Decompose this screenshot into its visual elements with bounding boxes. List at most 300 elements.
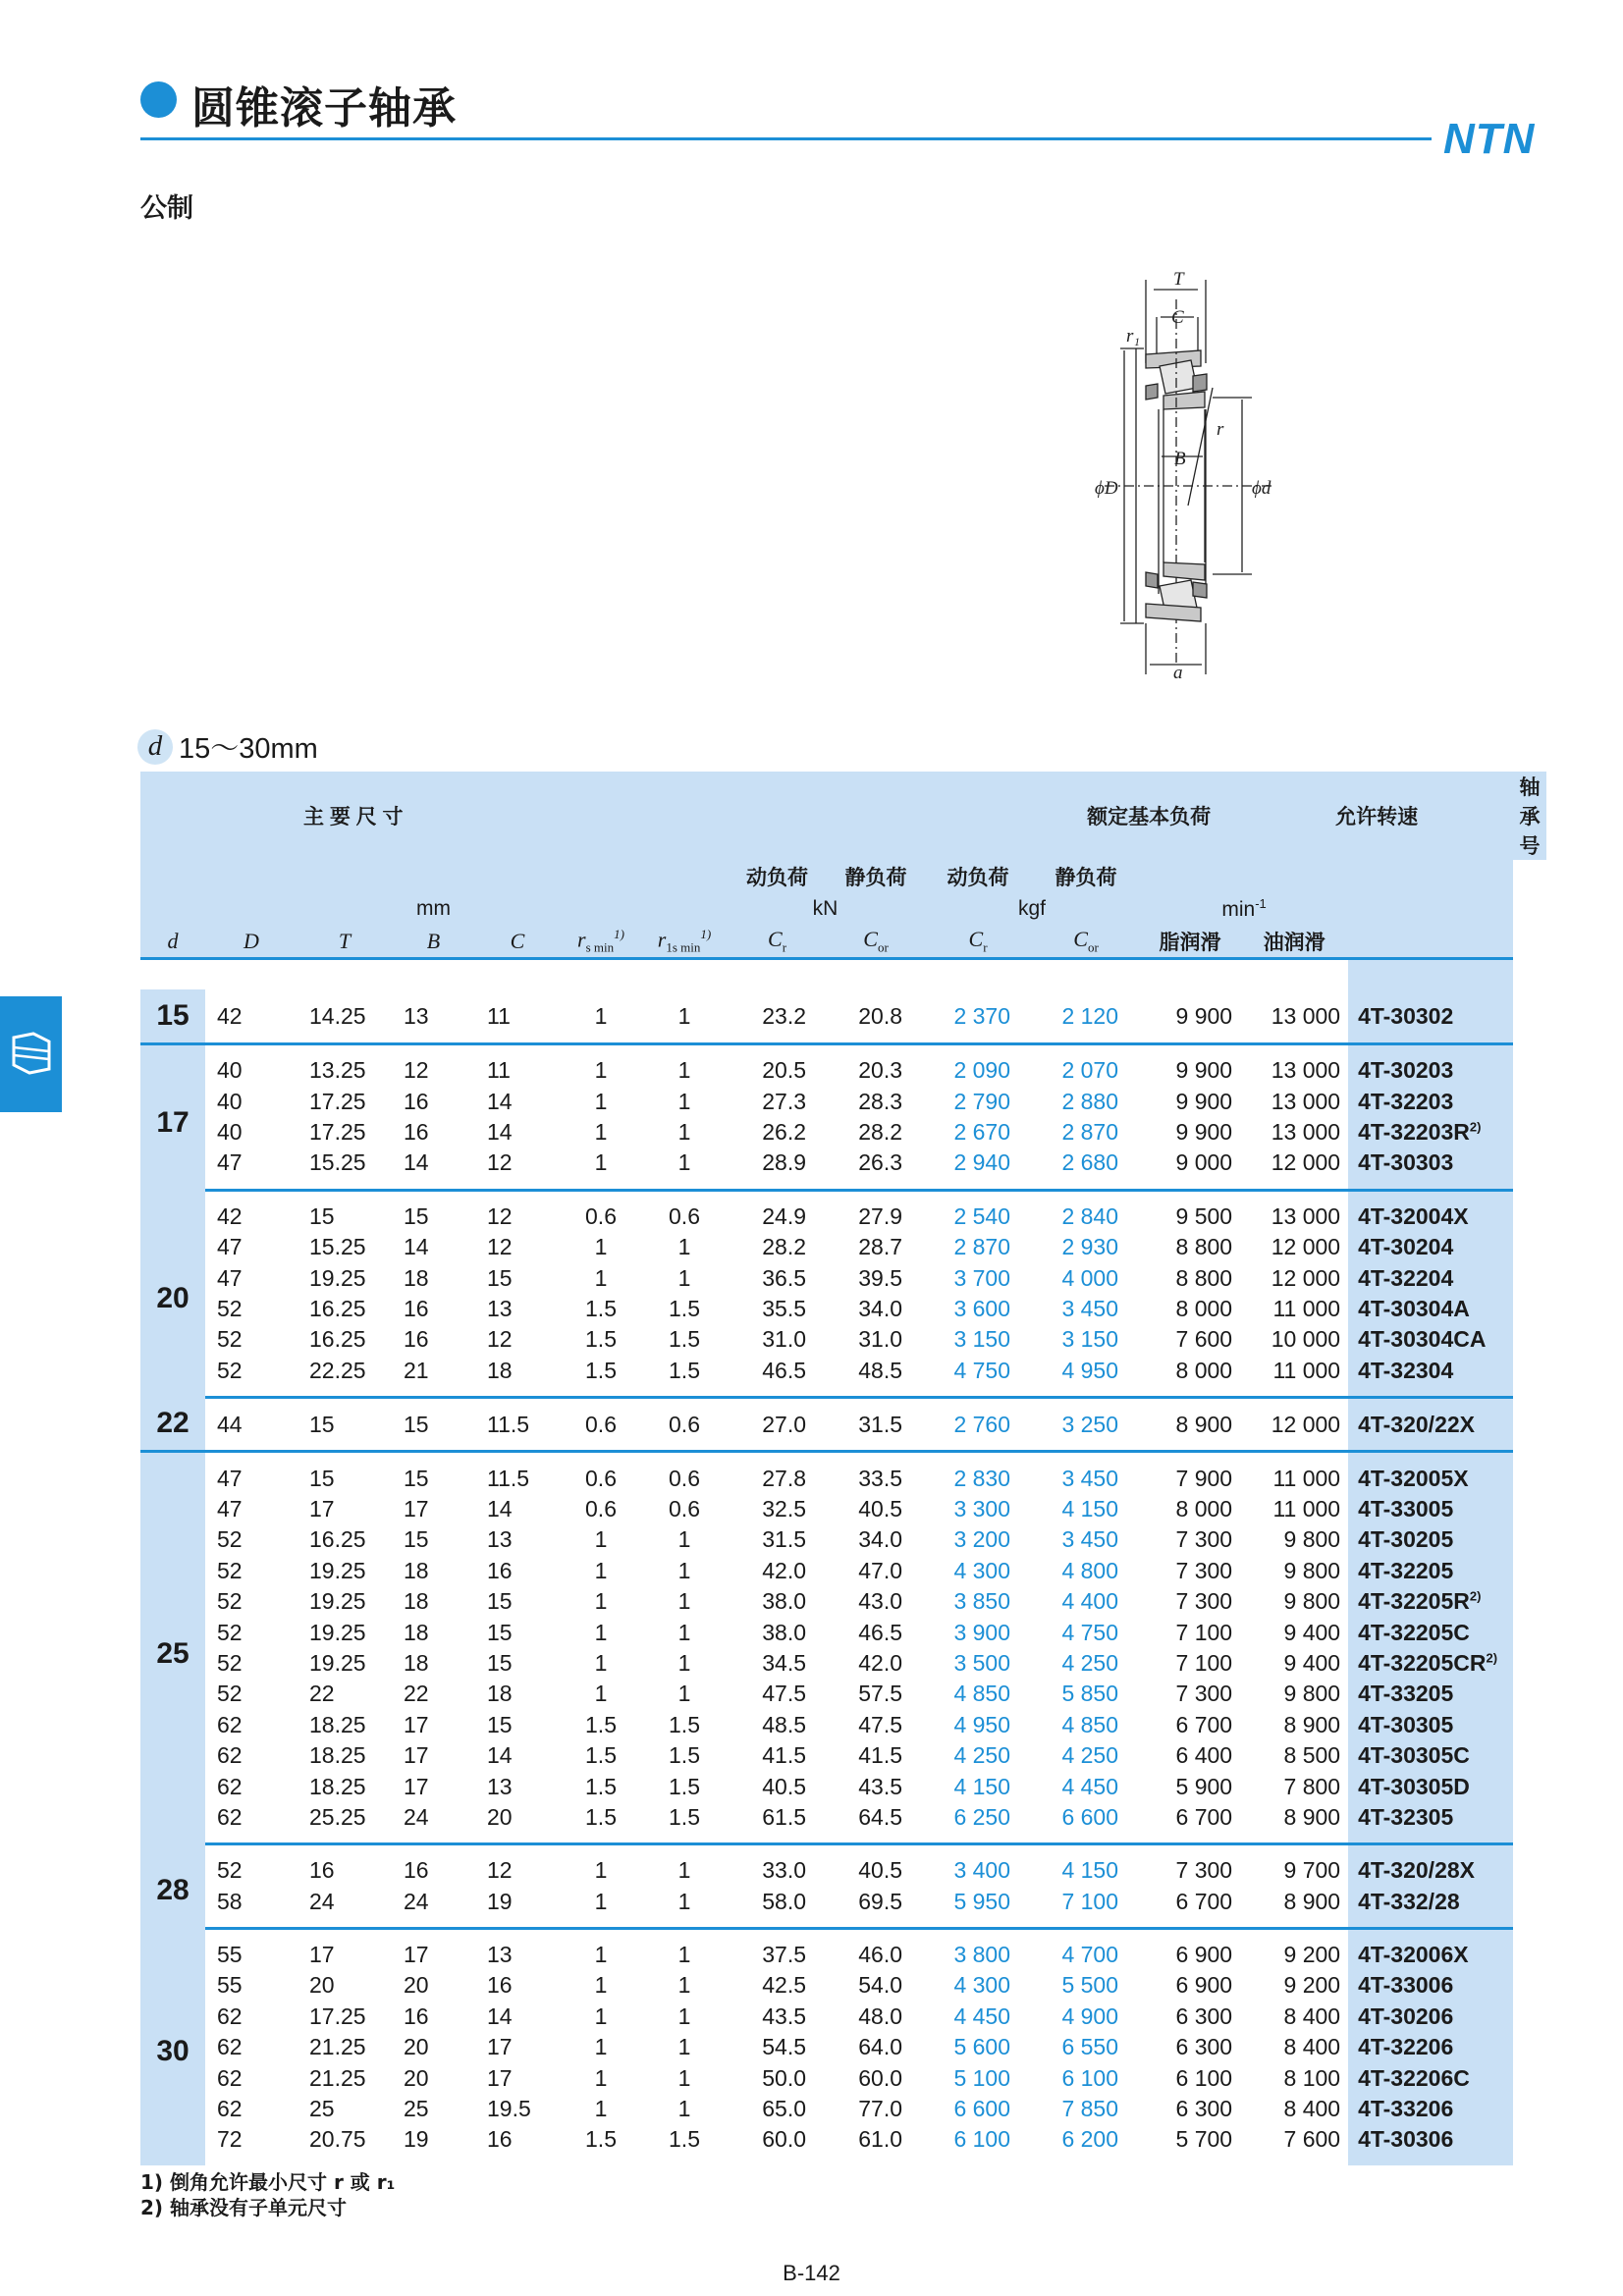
table-cell: 6 100 [953, 2126, 1011, 2153]
table-cell: 14 [487, 1088, 513, 1114]
table-cell: 12 [487, 1326, 513, 1353]
table-cell: 65.0 [762, 2096, 807, 2122]
table-cell: 11 000 [1272, 1465, 1341, 1491]
table-cell: 35.5 [762, 1295, 807, 1321]
table-cell: 39.5 [858, 1264, 903, 1291]
table-cell: 12 [487, 1202, 513, 1229]
table-cell: 18 [404, 1264, 429, 1291]
table-cell: 38.0 [762, 1619, 807, 1645]
table-cell: 13 [487, 1773, 513, 1799]
table-cell: 9 800 [1283, 1557, 1341, 1583]
table-cell: 1 [594, 1526, 608, 1553]
table-cell: 18 [404, 1588, 429, 1615]
table-cell: 20 [404, 1972, 429, 1999]
table-cell: 54.0 [858, 1972, 903, 1999]
th-D: D [205, 925, 298, 959]
table-cell: 47 [217, 1465, 243, 1491]
table-cell: 14.25 [298, 989, 392, 1044]
table-cell: 19.25 [309, 1557, 366, 1583]
part-number-text: 4T-30302 [1358, 1002, 1454, 1029]
table-cell: 1 [594, 1588, 608, 1615]
table-cell: 25 [309, 2096, 335, 2122]
table-cell: 16 [404, 1295, 429, 1321]
table-cell: 1 [677, 2034, 691, 2060]
table-header [140, 772, 1546, 959]
table-cell: 28.3 [858, 1088, 903, 1114]
table-cell: 6 600 [1032, 1802, 1140, 1844]
table-cell: 11 000 [1272, 1495, 1341, 1522]
part-number [1348, 1494, 1513, 1524]
table-cell: 0.6 [642, 1397, 727, 1452]
table-cell: 64.5 [828, 1802, 924, 1844]
table-cell: 9 200 [1283, 1942, 1341, 1968]
table-cell: 6 600 [953, 2096, 1011, 2122]
table-cell: 41.5 [762, 1742, 807, 1769]
table-cell: 15 [487, 1649, 513, 1676]
table-row [140, 1617, 1546, 1647]
table-cell: 62 [205, 1802, 298, 1844]
part-number [1348, 1324, 1513, 1355]
table-cell: 6 700 [1175, 1711, 1233, 1737]
table-cell: 4 450 [1061, 1773, 1119, 1799]
table-cell: 6 100 [1175, 2064, 1233, 2091]
table-cell: 4 950 [953, 1711, 1011, 1737]
part-number [1348, 1148, 1513, 1190]
table-cell: 11.5 [475, 1397, 560, 1452]
table-cell: 15 [392, 1397, 475, 1452]
label-D: ϕD [1095, 478, 1118, 499]
table-cell: 57.5 [858, 1681, 903, 1707]
table-cell: 1 [594, 1234, 608, 1260]
part-number-text: 4T-33005 [1358, 1495, 1454, 1522]
table-cell: 2 090 [953, 1057, 1011, 1084]
table-cell: 4 000 [1061, 1264, 1119, 1291]
table-cell: 0.6 [585, 1202, 617, 1229]
table-cell: 3 450 [1061, 1295, 1119, 1321]
table-cell: 1 [677, 1649, 691, 1676]
label-r1: r₁ [1126, 326, 1140, 347]
bore-diameter: 30 [140, 1928, 205, 2164]
table-cell: 2 830 [953, 1465, 1011, 1491]
table-row [140, 2094, 1546, 2124]
part-number-text: 4T-332/28 [1358, 1888, 1460, 1914]
table-cell: 19.5 [487, 2096, 531, 2122]
table-row [140, 1771, 1546, 1801]
table-cell: 7 300 [1175, 1681, 1233, 1707]
table-cell: 64.0 [858, 2034, 903, 2060]
table-cell: 4 900 [1061, 2002, 1119, 2029]
part-number [1348, 1262, 1513, 1293]
th-dyn-kgf: 动负荷 [924, 860, 1032, 892]
table-cell: 19.25 [309, 1264, 366, 1291]
table-cell: 1 [594, 1681, 608, 1707]
table-cell: 2 120 [1032, 989, 1140, 1044]
table-cell: 46.5 [727, 1356, 828, 1398]
table-cell: 5 100 [953, 2064, 1011, 2091]
table-cell: 1 [594, 2064, 608, 2091]
table-cell: 1.5 [669, 1773, 700, 1799]
table-cell: 17 [404, 1942, 429, 1968]
table-cell: 12 000 [1271, 1234, 1341, 1260]
part-number-text: 4T-32206C [1358, 2064, 1470, 2091]
table-cell: 1.5 [585, 1773, 617, 1799]
table-cell: 1 [642, 1148, 727, 1190]
th-stat-kn: 静负荷 [828, 860, 924, 892]
table-row [140, 1117, 1546, 1148]
table-cell: 1 [560, 1886, 642, 1928]
part-number [1348, 1617, 1513, 1647]
table-cell: 2 670 [953, 1118, 1011, 1145]
table-cell: 2 790 [953, 1088, 1011, 1114]
table-cell: 42.0 [858, 1649, 903, 1676]
table-spacer [140, 959, 1546, 990]
table-cell: 9 800 [1283, 1588, 1341, 1615]
table-row [140, 989, 1546, 1044]
table-cell: 13 000 [1271, 1057, 1341, 1084]
table-cell: 0.6 [669, 1202, 700, 1229]
table-cell: 1 [677, 1557, 691, 1583]
table-cell: 4 850 [953, 1681, 1011, 1707]
table-cell: 47 [217, 1264, 243, 1291]
table-cell: 52 [217, 1857, 243, 1884]
table-row [140, 1397, 1546, 1452]
table-cell: 15 [404, 1526, 429, 1553]
table-row [140, 1044, 1546, 1087]
th-d: d [140, 925, 205, 959]
footnote-1: 1) 倒角允许最小尺寸 r 或 r₁ [140, 2170, 396, 2194]
header-rule [140, 137, 1432, 140]
part-number [1348, 2002, 1513, 2032]
table-cell: 17 [309, 1942, 335, 1968]
table-cell: 19 [404, 2126, 429, 2153]
table-cell: 0.6 [669, 1465, 700, 1491]
table-row [140, 1452, 1546, 1494]
th-part-no: 轴承号 [1513, 772, 1546, 860]
table-cell: 13.25 [309, 1057, 366, 1084]
table-cell: 12 [487, 1234, 513, 1260]
table-cell: 2 680 [1032, 1148, 1140, 1190]
table-cell: 24 [392, 1886, 475, 1928]
table-cell: 15.25 [298, 1148, 392, 1190]
table-cell: 31.5 [828, 1397, 924, 1452]
table-row [140, 2062, 1546, 2093]
table-cell: 50.0 [762, 2064, 807, 2091]
part-number [1348, 1086, 1513, 1116]
th-rs: $r_{s min}^{1)}$ [560, 925, 642, 959]
table-cell: 1 [677, 1619, 691, 1645]
table-cell: 24 [392, 1802, 475, 1844]
range-text: 15～30mm [179, 733, 318, 765]
table-cell: 7 100 [1175, 1649, 1233, 1676]
table-cell: 17 [487, 2064, 513, 2091]
table-cell: 31.0 [762, 1326, 807, 1353]
table-cell: 16 [404, 1118, 429, 1145]
table-cell: 55 [217, 1942, 243, 1968]
table-cell: 1 [677, 1972, 691, 1999]
table-cell: 17.25 [309, 1088, 366, 1114]
table-cell: 24.9 [762, 1202, 807, 1229]
part-number-text: 4T-30204 [1358, 1234, 1454, 1260]
table-cell: 9 200 [1283, 1972, 1341, 1999]
table-cell: 1 [677, 2002, 691, 2029]
footnote-2: 2) 轴承没有子单元尺寸 [140, 2196, 348, 2219]
table-cell: 15 [309, 1202, 335, 1229]
table-row [140, 1648, 1546, 1679]
table-cell: 26.2 [762, 1118, 807, 1145]
table-cell: 4 250 [1061, 1742, 1119, 1769]
table-cell: 7 850 [1061, 2096, 1119, 2122]
table-cell: 4 750 [924, 1356, 1032, 1398]
part-number [1348, 1117, 1513, 1148]
table-cell: 42 [217, 1202, 243, 1229]
th-unit-kn: kN [727, 892, 924, 925]
table-cell: 2 940 [924, 1148, 1032, 1190]
table-cell: 5 600 [953, 2034, 1011, 2060]
table-row [140, 1844, 1546, 1887]
table-cell: 5 850 [1061, 1681, 1119, 1707]
table-cell: 18 [475, 1356, 560, 1398]
table-cell: 14 [404, 1234, 429, 1260]
table-cell: 52 [217, 1295, 243, 1321]
table-cell: 31.5 [762, 1526, 807, 1553]
table-cell: 69.5 [828, 1886, 924, 1928]
table-cell: 8 500 [1283, 1742, 1341, 1769]
table-row [140, 1494, 1546, 1524]
th-B: B [392, 925, 475, 959]
table-cell: 13 000 [1271, 1118, 1341, 1145]
table-cell: 16 [487, 1972, 513, 1999]
table-row [140, 1802, 1546, 1844]
part-number-text: 4T-32203 [1358, 1088, 1454, 1114]
table-cell: 6 300 [1175, 2034, 1233, 2060]
table-cell: 14 [487, 2002, 513, 2029]
part-number-text: 4T-30303 [1358, 1149, 1454, 1176]
table-cell: 58.0 [727, 1886, 828, 1928]
table-cell: 1 [677, 1942, 691, 1968]
table-cell: 9 800 [1283, 1526, 1341, 1553]
table-cell: 1 [594, 1942, 608, 1968]
table-cell: 8 900 [1240, 1886, 1348, 1928]
table-cell: 8 800 [1175, 1234, 1233, 1260]
part-number-text: 4T-30306 [1358, 2126, 1454, 2153]
th-unit-kgf: kgf [924, 892, 1140, 925]
table-cell: 6 700 [1140, 1886, 1240, 1928]
table-cell: 14 [487, 1495, 513, 1522]
bore-group [140, 1452, 1546, 1844]
table-row [140, 1356, 1546, 1398]
table-cell: 28.7 [858, 1234, 903, 1260]
table-cell: 7 900 [1175, 1465, 1233, 1491]
table-cell: 3 400 [953, 1857, 1011, 1884]
part-number-text: 4T-33206 [1358, 2096, 1454, 2122]
part-number [1348, 1452, 1513, 1494]
table-cell: 1 [677, 1526, 691, 1553]
table-cell: 19 [475, 1886, 560, 1928]
table-cell: 5 500 [1061, 1972, 1119, 1999]
table-cell: 1 [594, 1118, 608, 1145]
part-number-text: 4T-32205R [1358, 1588, 1470, 1615]
th-speed: 允许转速 [1240, 772, 1513, 860]
table-cell: 48.5 [828, 1356, 924, 1398]
bore-group [140, 1190, 1546, 1397]
table-row [140, 1679, 1546, 1709]
table-cell: 2 880 [1061, 1088, 1119, 1114]
table-cell: 5 700 [1175, 2126, 1233, 2153]
table-cell: 48.5 [762, 1711, 807, 1737]
table-row [140, 1710, 1546, 1740]
part-number [1348, 2062, 1513, 2093]
table-cell: 1.5 [560, 1356, 642, 1398]
part-number-note: 2) [1469, 1588, 1482, 1604]
table-cell: 52 [217, 1588, 243, 1615]
table-cell: 40 [217, 1118, 243, 1145]
table-cell: 40 [217, 1088, 243, 1114]
table-cell: 9 900 [1175, 1088, 1233, 1114]
bore-diameter: 17 [140, 1044, 205, 1191]
table-cell: 1 [594, 1057, 608, 1084]
table-cell: 26.3 [828, 1148, 924, 1190]
table-cell: 3 500 [953, 1649, 1011, 1676]
table-cell: 7 300 [1175, 1526, 1233, 1553]
table-cell: 8 000 [1175, 1295, 1233, 1321]
table-cell: 21.25 [309, 2064, 366, 2091]
table-cell: 1 [594, 1857, 608, 1884]
table-cell: 1 [560, 989, 642, 1044]
table-cell: 17 [404, 1742, 429, 1769]
table-cell: 61.5 [727, 1802, 828, 1844]
th-dyn-kn: 动负荷 [727, 860, 828, 892]
table-cell: 52 [217, 1557, 243, 1583]
table-cell: 48.0 [858, 2002, 903, 2029]
table-cell: 42 [205, 989, 298, 1044]
table-cell: 25 [404, 2096, 429, 2122]
th-cr: $C_r$ [727, 925, 828, 959]
table-cell: 44 [205, 1397, 298, 1452]
table-cell: 43.5 [858, 1773, 903, 1799]
table-cell: 1 [594, 1088, 608, 1114]
table-cell: 52 [217, 1649, 243, 1676]
table-cell: 16 [309, 1857, 335, 1884]
table-cell: 1.5 [585, 1742, 617, 1769]
table-cell: 62 [217, 1711, 243, 1737]
table-cell: 54.5 [762, 2034, 807, 2060]
table-cell: 13 [487, 1526, 513, 1553]
range-symbol: d [137, 729, 173, 765]
table-cell: 55 [217, 1972, 243, 1999]
label-T: T [1173, 270, 1184, 290]
table-cell: 2 840 [1061, 1202, 1119, 1229]
bore-diameter: 20 [140, 1190, 205, 1397]
table-cell: 1.5 [560, 1802, 642, 1844]
th-r1s: $r_{1s min}^{1)}$ [642, 925, 727, 959]
table-cell: 37.5 [762, 1942, 807, 1968]
table-cell: 4 150 [1061, 1495, 1119, 1522]
table-cell: 1 [594, 2002, 608, 2029]
table-cell: 20.5 [762, 1057, 807, 1084]
table-cell: 1 [677, 1588, 691, 1615]
table-cell: 17.25 [309, 2002, 366, 2029]
table-row [140, 1190, 1546, 1232]
table-cell: 4 250 [1061, 1649, 1119, 1676]
table-cell: 7 300 [1175, 1588, 1233, 1615]
table-cell: 16 [404, 2002, 429, 2029]
table-cell: 18 [404, 1649, 429, 1676]
table-cell: 17 [487, 2034, 513, 2060]
table-cell: 8 400 [1283, 2002, 1341, 2029]
part-number-text: 4T-32305 [1358, 1803, 1454, 1830]
th-grease: 脂润滑 [1140, 925, 1240, 959]
section-subtitle: 公制 [140, 193, 193, 224]
th-oil: 油润滑 [1240, 925, 1348, 959]
table-cell: 6 400 [1175, 1742, 1233, 1769]
table-cell: 38.0 [762, 1588, 807, 1615]
table-row [140, 1232, 1546, 1262]
table-cell: 19.25 [309, 1588, 366, 1615]
table-cell: 11 000 [1272, 1295, 1341, 1321]
table-cell: 1 [677, 1088, 691, 1114]
table-cell: 19.25 [309, 1649, 366, 1676]
table-cell: 4 400 [1061, 1588, 1119, 1615]
table-cell: 4 950 [1032, 1356, 1140, 1398]
table-cell: 1.5 [669, 1295, 700, 1321]
table-cell: 13 [487, 1295, 513, 1321]
table-cell: 6 300 [1175, 2002, 1233, 2029]
table-cell: 18 [404, 1619, 429, 1645]
table-cell: 12 000 [1271, 1264, 1341, 1291]
table-cell: 16 [404, 1088, 429, 1114]
table-cell: 0.6 [560, 1397, 642, 1452]
table-cell: 34.5 [762, 1649, 807, 1676]
part-number [1348, 1771, 1513, 1801]
table-cell: 20 [309, 1972, 335, 1999]
table-cell: 18.25 [309, 1773, 366, 1799]
table-cell: 9 400 [1283, 1619, 1341, 1645]
th-unit-mm: mm [392, 892, 475, 925]
label-C: C [1171, 307, 1184, 328]
table-cell: 1.5 [669, 1742, 700, 1769]
part-number [1348, 2094, 1513, 2124]
table-cell: 58 [205, 1886, 298, 1928]
part-number-text: 4T-32206 [1358, 2034, 1454, 2060]
table-cell: 2 870 [1061, 1118, 1119, 1145]
table-cell: 17 [309, 1495, 335, 1522]
table-cell: 1 [560, 1148, 642, 1190]
table-cell: 16 [404, 1326, 429, 1353]
brand-logo: NTN [1443, 115, 1536, 163]
table-cell: 40.5 [762, 1773, 807, 1799]
part-number-text: 4T-30206 [1358, 2002, 1454, 2029]
table-cell: 6 300 [1175, 2096, 1233, 2122]
table-cell: 18.25 [309, 1742, 366, 1769]
part-number [1348, 1648, 1513, 1679]
table-cell: 8 400 [1283, 2034, 1341, 2060]
table-cell: 6 100 [1061, 2064, 1119, 2091]
table-cell: 1.5 [585, 2126, 617, 2153]
table-cell: 47 [217, 1234, 243, 1260]
table-cell: 43.0 [858, 1588, 903, 1615]
table-cell: 15 [404, 1202, 429, 1229]
table-cell: 16 [487, 1557, 513, 1583]
table-cell: 9 400 [1283, 1649, 1341, 1676]
table-cell: 28.9 [727, 1148, 828, 1190]
section-tab [0, 996, 62, 1112]
bore-diameter: 15 [140, 989, 205, 1044]
table-cell: 1.5 [669, 1326, 700, 1353]
table-cell: 4 300 [953, 1557, 1011, 1583]
table-cell: 62 [217, 2002, 243, 2029]
table-cell: 60.0 [858, 2064, 903, 2091]
table-row [140, 1928, 1546, 1970]
